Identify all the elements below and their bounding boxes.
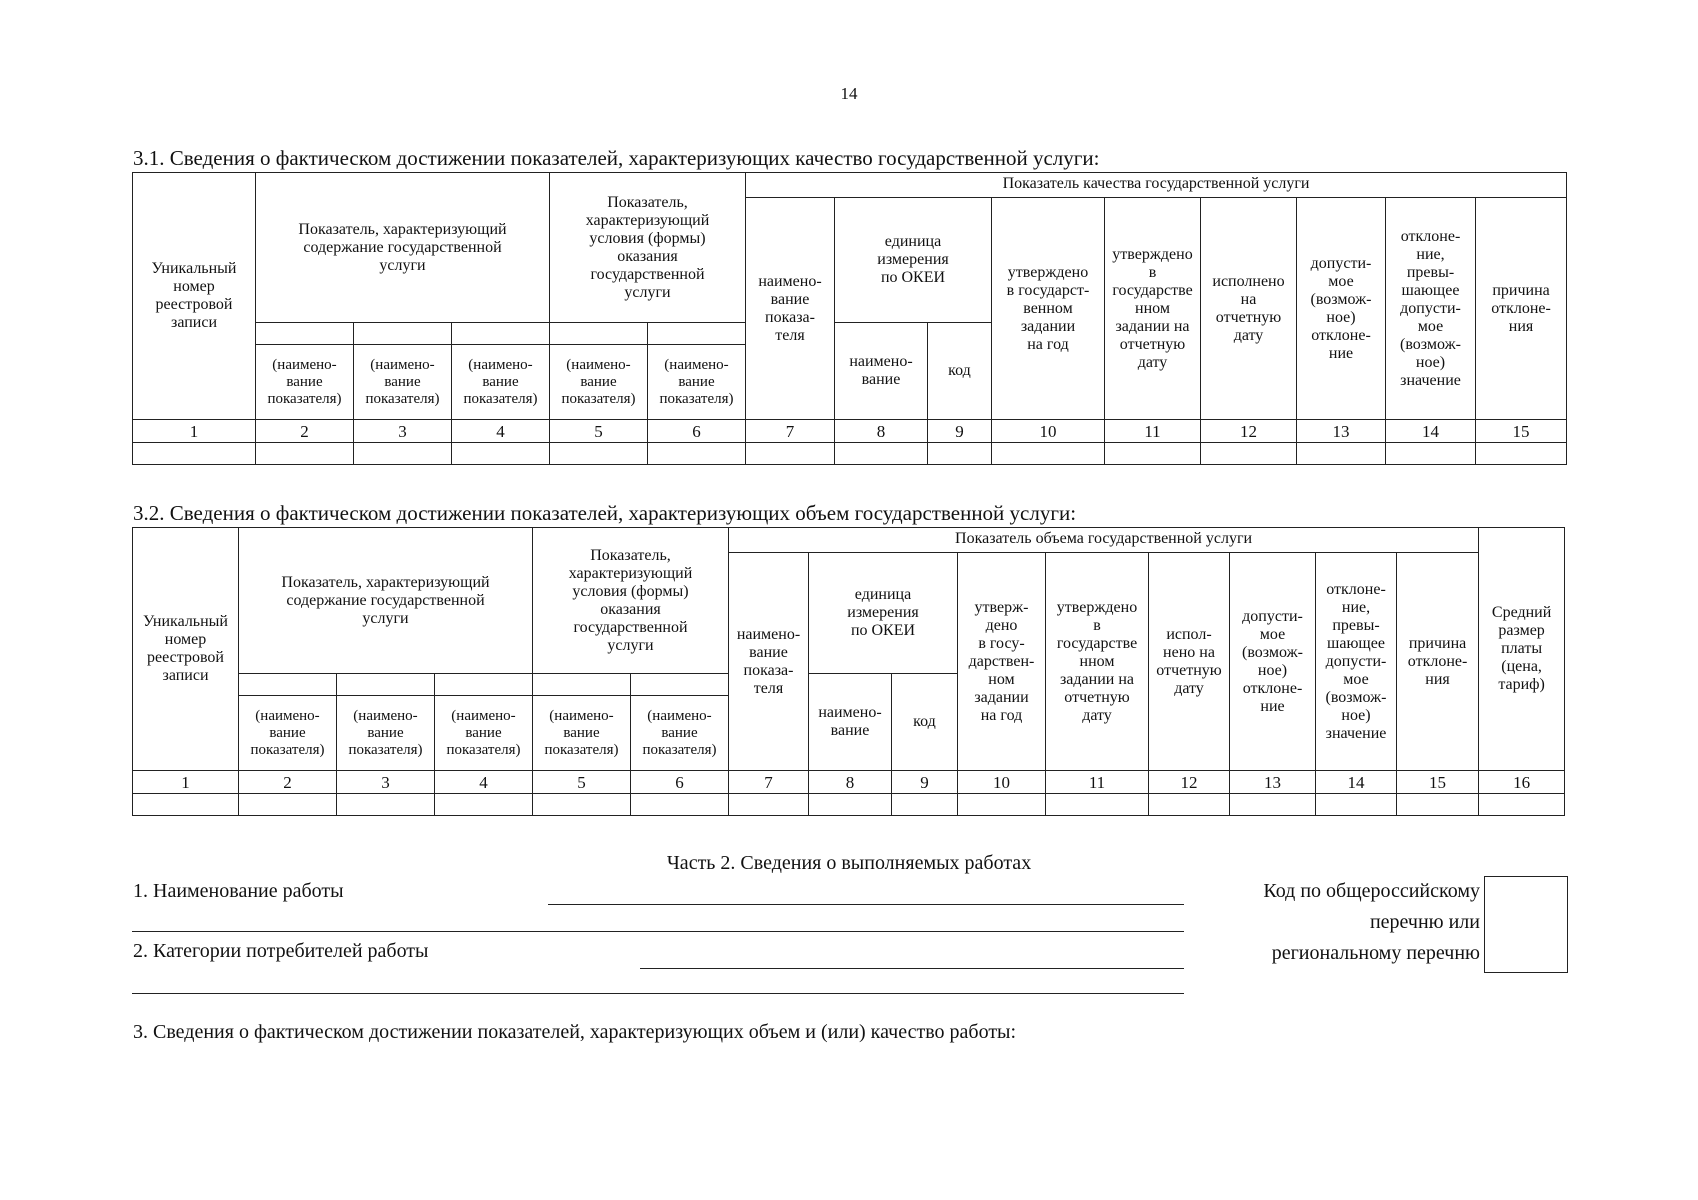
header-allowed-deviation: допусти- мое (возмож- ное) отклоне- ние — [1230, 553, 1316, 771]
table-cell[interactable] — [1476, 443, 1567, 465]
header-sub-name: (наимено- вание показателя) — [337, 696, 435, 771]
table-cell[interactable] — [1230, 794, 1316, 816]
table-cell[interactable] — [1105, 443, 1201, 465]
header-sub-name: (наимено- вание показателя) — [648, 345, 746, 420]
header-exceeding-deviation: отклоне- ние, превы- шающее допусти- мое (возмож- ное) значение — [1386, 198, 1476, 420]
column-number: 6 — [631, 771, 729, 794]
table-cell[interactable] — [729, 794, 809, 816]
column-number: 10 — [992, 420, 1105, 443]
volume-indicators-table — [132, 527, 1565, 816]
header-allowed-deviation: допусти- мое (возмож- ное) отклоне- ние — [1297, 198, 1386, 420]
consumers-line-2[interactable] — [132, 993, 1184, 994]
column-number: 2 — [239, 771, 337, 794]
table-cell[interactable] — [256, 443, 354, 465]
table-cell[interactable] — [1297, 443, 1386, 465]
column-number: 15 — [1397, 771, 1479, 794]
column-number: 4 — [452, 420, 550, 443]
table-cell[interactable] — [746, 443, 835, 465]
column-number: 10 — [958, 771, 1046, 794]
column-number: 8 — [809, 771, 892, 794]
header-sub-name: (наимено- вание показателя) — [533, 696, 631, 771]
header-sub-name: (наимено- вание показателя) — [435, 696, 533, 771]
table-cell[interactable] — [1201, 443, 1297, 465]
page-number: 14 — [840, 84, 858, 103]
table-cell[interactable] — [1397, 794, 1479, 816]
column-number: 1 — [133, 420, 256, 443]
table-cell[interactable] — [835, 443, 928, 465]
table-row — [133, 443, 1567, 465]
column-number: 14 — [1316, 771, 1397, 794]
column-number: 14 — [1386, 420, 1476, 443]
column-number: 5 — [550, 420, 648, 443]
header-deviation-reason: причина отклоне- ния — [1476, 198, 1567, 420]
header-exceeding-deviation: отклоне- ние, превы- шающее допусти- мое (возмож- ное) значение — [1316, 553, 1397, 771]
table-cell[interactable] — [809, 794, 892, 816]
header-sub-name: (наимено- вание показателя) — [239, 696, 337, 771]
column-number: 4 — [435, 771, 533, 794]
table-cell[interactable] — [133, 794, 239, 816]
column-number: 3 — [337, 771, 435, 794]
column-number: 9 — [892, 771, 958, 794]
header-sub-name: (наимено- вание показателя) — [631, 696, 729, 771]
consumers-line[interactable] — [640, 968, 1184, 969]
header-unique-number: Уникальный номер реестровой записи — [133, 528, 239, 771]
code-box[interactable] — [1484, 876, 1568, 973]
column-number: 1 — [133, 771, 239, 794]
work-name-line-2[interactable] — [132, 931, 1184, 932]
section-3-2-heading: 3.2. Сведения о фактическом достижении показателей, характеризующих объем государственной услуги: — [133, 501, 1077, 525]
header-approved-report: утверждено в государстве нном задании на отчетную дату — [1046, 553, 1149, 771]
header-unit-okei: единица измерения по ОКЕИ — [835, 198, 992, 323]
header-quality-group: Показатель качества государственной услуги — [746, 173, 1567, 198]
header-approved-year: утверж- дено в госу- дарствен- ном задании на год — [958, 553, 1046, 771]
part-2-title: Часть 2. Сведения о выполняемых работах — [666, 852, 1032, 874]
header-unit-name: наимено- вание — [835, 323, 928, 420]
table-cell[interactable] — [1046, 794, 1149, 816]
header-indicator-name: наимено- вание показа- теля — [729, 553, 809, 771]
column-number: 11 — [1046, 771, 1149, 794]
work-name-label: 1. Наименование работы — [133, 880, 344, 902]
column-number: 11 — [1105, 420, 1201, 443]
column-number: 7 — [746, 420, 835, 443]
column-number: 8 — [835, 420, 928, 443]
table-cell[interactable] — [1479, 794, 1565, 816]
section-3-1-heading: 3.1. Сведения о фактическом достижении показателей, характеризующих качество государственной услуги: — [133, 146, 1100, 170]
header-deviation-reason: причина отклоне- ния — [1397, 553, 1479, 771]
table-cell[interactable] — [928, 443, 992, 465]
table-cell[interactable] — [354, 443, 452, 465]
table-cell[interactable] — [550, 443, 648, 465]
header-approved-year: утверждено в государст- венном задании на год — [992, 198, 1105, 420]
header-conditions-indicator: Показатель, характеризующий условия (формы) оказания государственной услуги — [533, 528, 729, 674]
code-label: Код по общероссийскому перечню или региональному перечню — [1263, 880, 1480, 964]
header-sub-name: (наимено- вание показателя) — [256, 345, 354, 420]
header-approved-report: утверждено в государстве нном задании на отчетную дату — [1105, 198, 1201, 420]
table-cell[interactable] — [1386, 443, 1476, 465]
column-number: 16 — [1479, 771, 1565, 794]
header-volume-group: Показатель объема государственной услуги — [729, 528, 1479, 553]
table-cell[interactable] — [337, 794, 435, 816]
header-executed: исполнено на отчетную дату — [1201, 198, 1297, 420]
table-cell[interactable] — [1149, 794, 1230, 816]
table-cell[interactable] — [958, 794, 1046, 816]
column-number: 6 — [648, 420, 746, 443]
column-number: 7 — [729, 771, 809, 794]
column-number: 9 — [928, 420, 992, 443]
column-number: 13 — [1230, 771, 1316, 794]
table-cell[interactable] — [435, 794, 533, 816]
column-number: 3 — [354, 420, 452, 443]
table-cell[interactable] — [892, 794, 958, 816]
column-number: 12 — [1149, 771, 1230, 794]
header-unit-name: наимено- вание — [809, 674, 892, 771]
table-cell[interactable] — [631, 794, 729, 816]
column-number: 2 — [256, 420, 354, 443]
column-number: 12 — [1201, 420, 1297, 443]
quality-indicators-table — [132, 172, 1567, 465]
header-sub-name: (наимено- вание показателя) — [354, 345, 452, 420]
header-executed: испол- нено на отчетную дату — [1149, 553, 1230, 771]
column-number: 5 — [533, 771, 631, 794]
header-conditions-indicator: Показатель, характеризующий условия (формы) оказания государственной услуги — [550, 173, 746, 323]
header-unit-code: код — [892, 674, 958, 771]
table-cell[interactable] — [452, 443, 550, 465]
work-name-line[interactable] — [548, 904, 1184, 905]
header-sub-name: (наимено- вание показателя) — [550, 345, 648, 420]
table-cell[interactable] — [133, 443, 256, 465]
header-indicator-name: наимено- вание показа- теля — [746, 198, 835, 420]
header-unique-number: Уникальный номер реестровой записи — [133, 173, 256, 420]
header-average-fee: Средний размер платы (цена, тариф) — [1479, 528, 1565, 771]
consumers-label: 2. Категории потребителей работы — [133, 940, 429, 962]
column-number: 13 — [1297, 420, 1386, 443]
table-cell[interactable] — [992, 443, 1105, 465]
table-cell[interactable] — [648, 443, 746, 465]
header-content-indicator: Показатель, характеризующий содержание государственной услуги — [239, 528, 533, 674]
header-unit-code: код — [928, 323, 992, 420]
header-sub-name: (наимено- вание показателя) — [452, 345, 550, 420]
table-row — [133, 794, 1565, 816]
table-cell[interactable] — [1316, 794, 1397, 816]
column-number: 15 — [1476, 420, 1567, 443]
header-content-indicator: Показатель, характеризующий содержание государственной услуги — [256, 173, 550, 323]
header-unit-okei: единица измерения по ОКЕИ — [809, 553, 958, 674]
section-3-heading: 3. Сведения о фактическом достижении показателей, характеризующих объем и (или) качество работы: — [133, 1021, 1017, 1043]
table-cell[interactable] — [239, 794, 337, 816]
table-cell[interactable] — [533, 794, 631, 816]
